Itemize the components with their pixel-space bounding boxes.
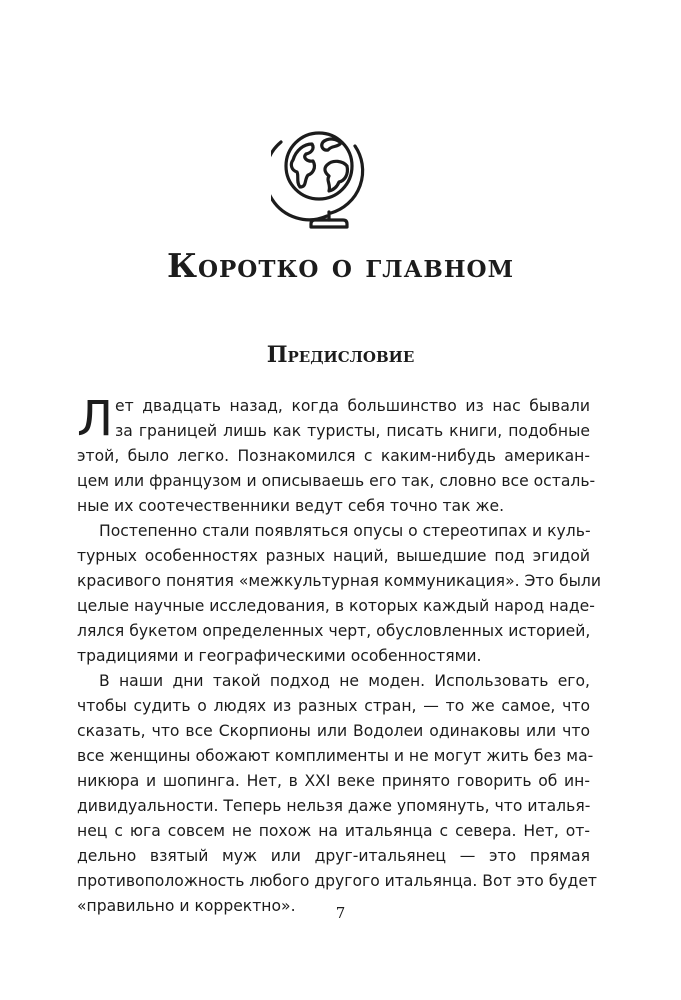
- text-line: цем или французом и описываешь его так, словно все осталь-: [77, 472, 596, 490]
- paragraph-1: [77, 391, 596, 519]
- text-line: ет двадцать назад, когда большинство из нас бывали: [115, 397, 590, 415]
- text-line: В наши дни такой подход не моден. Использовать его,: [99, 672, 590, 690]
- text-line: лялся букетом определенных черт, обусловленных историей,: [77, 622, 591, 640]
- text-line: все женщины обожают комплименты и не могут жить без ма-: [77, 747, 594, 765]
- text-line: Постепенно стали появляться опусы о стереотипах и куль-: [99, 522, 591, 540]
- page-number: 7: [335, 904, 346, 922]
- section-title: Предисловие: [266, 342, 415, 368]
- text-line: «правильно и корректно».: [77, 897, 296, 915]
- text-line: красивого понятия «межкультурная коммуникация». Это были: [77, 572, 602, 590]
- drop-cap: Л: [77, 391, 114, 447]
- text-line: никюра и шопинга. Нет, в XXI веке принято говорить об ин-: [77, 772, 590, 790]
- text-line: за границей лишь как туристы, писать книги, подобные: [115, 422, 590, 440]
- body-text: [77, 391, 602, 919]
- chapter-title: Коротко о главном: [166, 246, 515, 285]
- text-line: этой, было легко. Познакомился с каким-нибудь американ-: [77, 447, 590, 465]
- text-line: целые научные исследования, в которых каждый народ наде-: [77, 597, 595, 615]
- text-line: чтобы судить о людях из разных стран, — то же самое, что: [77, 697, 590, 715]
- globe-icon: [271, 120, 371, 232]
- text-line: дивидуальности. Теперь нельзя даже упомянуть, что италья-: [77, 797, 591, 815]
- text-line: нец с юга совсем не похож на итальянца с севера. Нет, от-: [77, 822, 590, 840]
- paragraph-3: [77, 669, 597, 919]
- text-line: дельно взятый муж или друг-итальянец — это прямая: [77, 847, 590, 865]
- text-line: традициями и географическими особенностями.: [77, 647, 482, 665]
- text-line: сказать, что все Скорпионы или Водолеи одинаковы или что: [77, 722, 590, 740]
- text-line: турных особенностях разных наций, вышедшие под эгидой: [77, 547, 590, 565]
- text-line: ные их соотечественники ведут себя точно так же.: [77, 497, 505, 515]
- text-line: противоположность любого другого итальянца. Вот это будет: [77, 872, 597, 890]
- paragraph-2: [77, 519, 602, 669]
